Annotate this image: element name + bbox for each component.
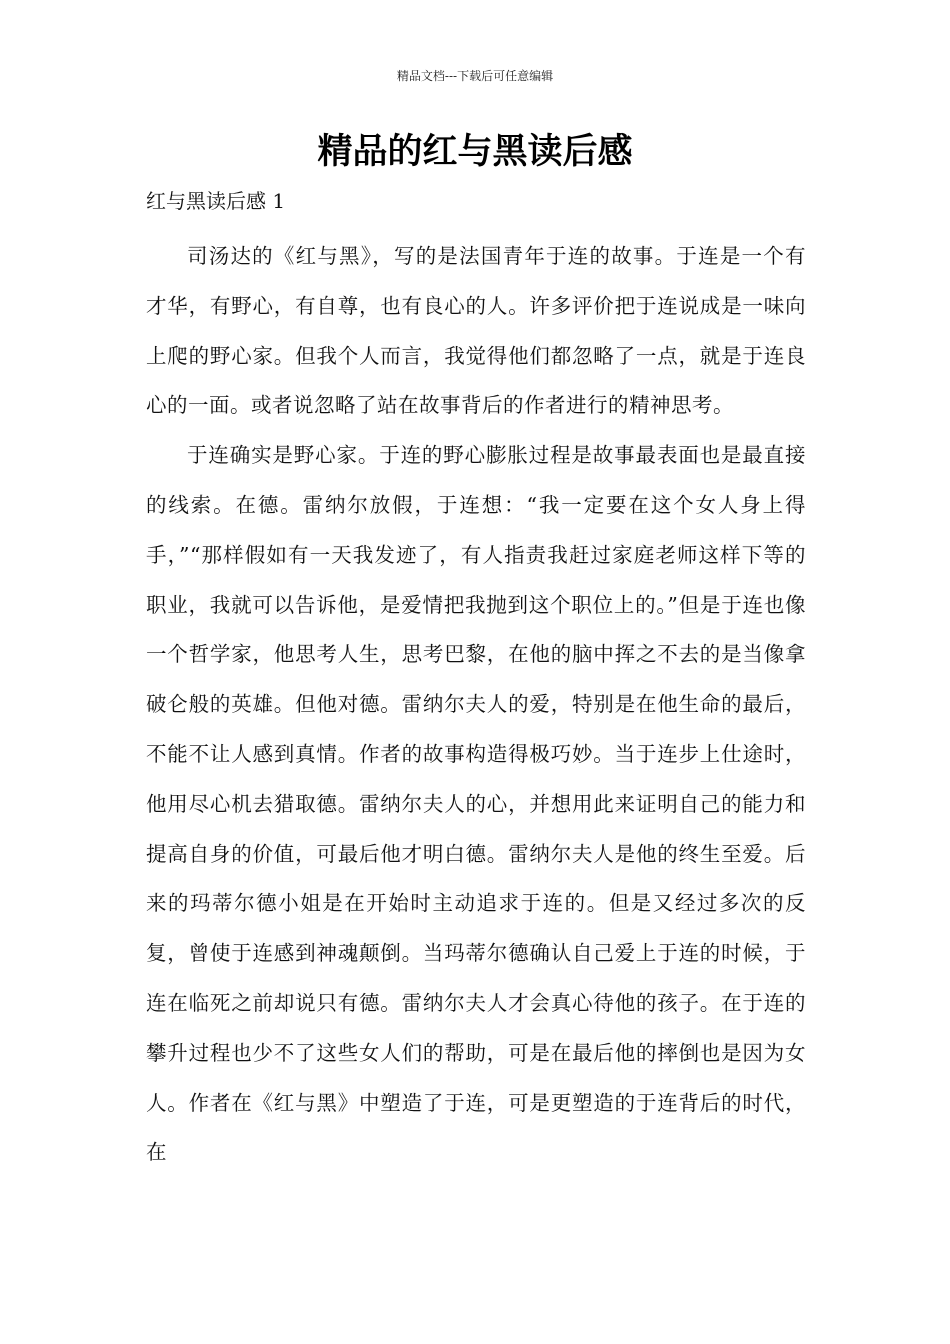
body-text (146, 232, 806, 1178)
section-heading: 红与黑读后感 1 (146, 189, 286, 213)
paragraph-2: 于连确实是野心家。于连的野心膨胀过程是故事最表面也是最直接的线索。在德。雷纳尔放假，于连想：“我一定要在这个女人身上得手，”“那样假如有一天我发迹了，有人指责我赶过家庭老师这样下等的职业，我就可以告诉他，是爱情把我抛到这个职位上的。”但是于连也像一个哲学家，他思考人生，思考巴黎，在他的脑中挥之不去的是当像拿破仑般的英雄。但他对德。雷纳尔夫人的爱，特别是在他生命的最后，不能不让人感到真情。作者的故事构造得极巧妙。当于连步上仕途时，他用尽心机去猎取德。雷纳尔夫人的心，并想用此来证明自己的能力和提高自身的价值，可最后他才明白德。雷纳尔夫人是他的终生至爱。后来的玛蒂尔德小姐是在开始时主动追求于连的。但是又经过多次的反复，曾使于连感到神魂颠倒。当玛蒂尔德确认自己爱上于连的时候，于连在临死之前却说只有德。雷纳尔夫人才会真心待他的孩子。在于连的攀升过程也少不了这些女人们的帮助，可是在最后他的摔倒也是因为女人。作者在《红与黑》中塑造了于连，可是更塑造的于连背后的时代，在 (146, 443, 806, 1165)
document-title: 精品的红与黑读后感 (317, 131, 633, 172)
paragraph-1: 司汤达的《红与黑》，写的是法国青年于连的故事。于连是一个有才华，有野心，有自尊，也有良心的人。许多评价把于连说成是一味向上爬的野心家。但我个人而言，我觉得他们都忽略了一点，就是于连良心的一面。或者说忽略了站在故事背后的作者进行的精神思考。 (146, 244, 806, 418)
header-note: 精品文档---下载后可任意编辑 (396, 69, 554, 83)
